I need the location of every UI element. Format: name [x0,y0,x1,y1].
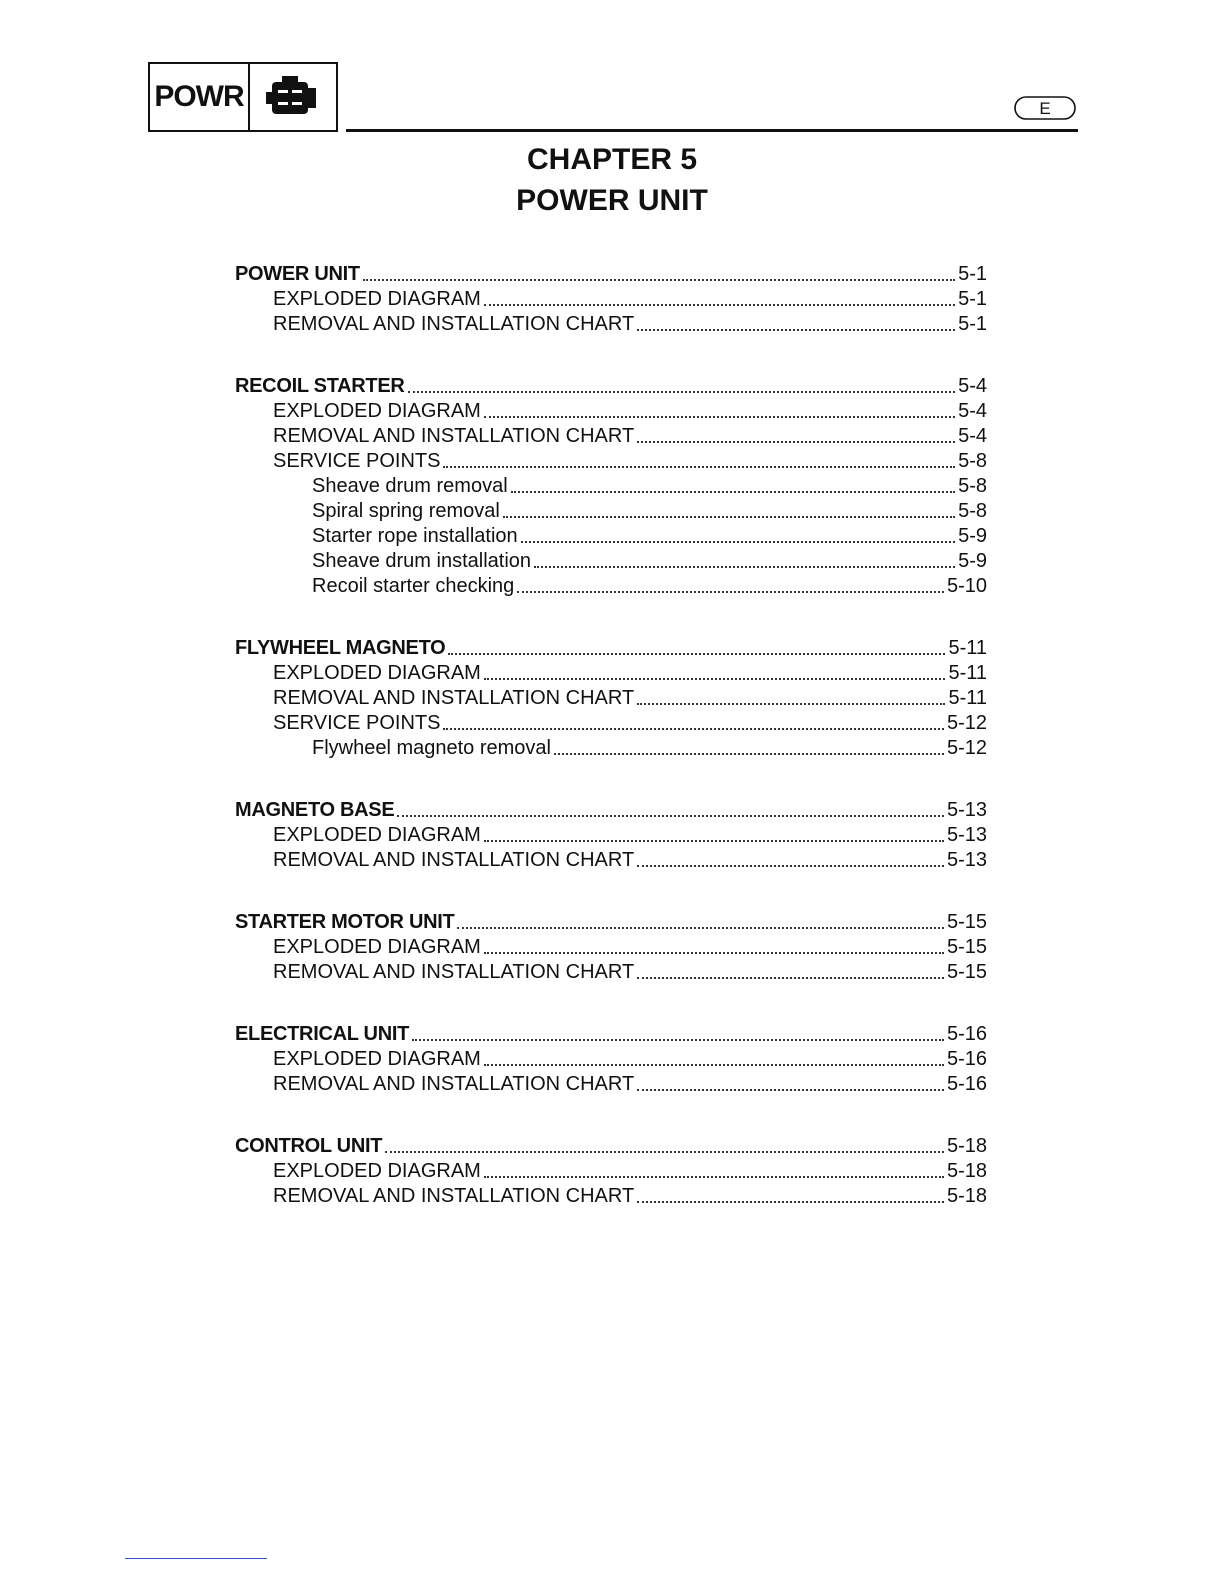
toc-entry[interactable] [235,661,987,686]
toc-entry[interactable] [235,424,987,449]
toc-page-number: 5-8 [958,450,987,472]
dot-leader [484,304,955,306]
dot-leader [511,491,955,493]
dot-leader [385,1151,944,1153]
toc-entry-label: EXPLODED DIAGRAM [273,288,481,310]
dot-leader [637,329,955,331]
footer-line [125,1558,267,1559]
toc-page-number: 5-16 [946,1023,987,1045]
toc-entry-label: REMOVAL AND INSTALLATION CHART [273,1073,635,1095]
toc-entry-label: Spiral spring removal [312,500,500,522]
toc-entry-label: REMOVAL AND INSTALLATION CHART [273,313,635,335]
toc-section-heading[interactable] [235,910,987,935]
toc-entry[interactable] [235,823,987,848]
dot-leader [484,1176,944,1178]
toc-section-heading[interactable] [235,1022,987,1047]
toc-entry-label: SERVICE POINTS [273,450,441,472]
toc-entry-label: REMOVAL AND INSTALLATION CHART [273,687,635,709]
toc-entry[interactable] [235,287,987,312]
toc-entry[interactable] [235,312,987,337]
dot-leader [457,927,944,929]
toc-page-number: 5-1 [958,288,987,310]
dot-leader [448,653,945,655]
language-badge-icon [1014,96,1076,120]
toc-entry-label: ELECTRICAL UNIT [235,1023,410,1045]
toc-entry[interactable] [235,1072,987,1097]
toc-page-number: 5-16 [946,1048,987,1070]
toc-entry-label: EXPLODED DIAGRAM [273,824,481,846]
dot-leader [408,391,956,393]
dot-leader [637,441,955,443]
engine-icon [250,64,336,130]
toc-entry[interactable] [235,574,987,599]
toc-page-number: 5-11 [948,662,987,684]
toc-page-number: 5-18 [946,1160,987,1182]
toc-entry-label: REMOVAL AND INSTALLATION CHART [273,425,635,447]
dot-leader [484,840,944,842]
toc-section-heading[interactable] [235,798,987,823]
toc-page-number: 5-11 [948,637,987,659]
toc-page-number: 5-13 [946,849,987,871]
toc-entry-label: EXPLODED DIAGRAM [273,1160,481,1182]
toc-section [235,1022,987,1097]
toc-entry[interactable] [235,474,987,499]
toc-page-number: 5-8 [958,500,987,522]
toc-entry-label: REMOVAL AND INSTALLATION CHART [273,961,635,983]
dot-leader [637,1089,944,1091]
toc-section [235,262,987,337]
toc-entry[interactable] [235,736,987,761]
dot-leader [484,416,955,418]
toc-page-number: 5-9 [958,550,987,572]
header-rule [346,129,1078,132]
toc-entry[interactable] [235,1047,987,1072]
chapter-tab [148,62,338,132]
toc-entry-label: SERVICE POINTS [273,712,441,734]
toc-entry[interactable] [235,524,987,549]
toc-section-heading[interactable] [235,374,987,399]
dot-leader [637,703,945,705]
table-of-contents [235,262,987,1246]
dot-leader [637,1201,944,1203]
toc-page-number: 5-4 [958,425,987,447]
toc-entry-label: Sheave drum removal [312,475,508,497]
toc-section-heading[interactable] [235,636,987,661]
toc-page-number: 5-1 [958,263,987,285]
toc-section [235,374,987,599]
toc-page-number: 5-12 [946,737,987,759]
toc-section-heading[interactable] [235,262,987,287]
toc-entry[interactable] [235,935,987,960]
toc-entry-label: MAGNETO BASE [235,799,395,821]
dot-leader [484,678,946,680]
toc-entry-label: REMOVAL AND INSTALLATION CHART [273,1185,635,1207]
toc-entry-label: Starter rope installation [312,525,518,547]
toc-entry-label: STARTER MOTOR UNIT [235,911,455,933]
toc-page-number: 5-4 [958,375,987,397]
toc-entry[interactable] [235,960,987,985]
toc-entry-label: Flywheel magneto removal [312,737,551,759]
toc-entry[interactable] [235,711,987,736]
dot-leader [484,1064,944,1066]
toc-entry[interactable] [235,449,987,474]
toc-entry[interactable] [235,686,987,711]
dot-leader [637,865,944,867]
toc-entry[interactable] [235,1184,987,1209]
toc-page-number: 5-12 [946,712,987,734]
toc-entry[interactable] [235,1159,987,1184]
toc-entry-label: CONTROL UNIT [235,1135,383,1157]
dot-leader [637,977,944,979]
toc-section [235,1134,987,1209]
toc-entry-label: Recoil starter checking [312,575,515,597]
toc-page-number: 5-9 [958,525,987,547]
toc-page-number: 5-10 [946,575,987,597]
toc-page-number: 5-15 [946,961,987,983]
dot-leader [534,566,955,568]
toc-entry-label: RECOIL STARTER [235,375,405,397]
dot-leader [521,541,955,543]
toc-page-number: 5-1 [958,313,987,335]
chapter-title: POWER UNIT [516,184,708,217]
dot-leader [363,279,955,281]
toc-entry[interactable] [235,399,987,424]
toc-page-number: 5-15 [946,936,987,958]
dot-leader [443,466,955,468]
toc-page-number: 5-18 [946,1135,987,1157]
dot-leader [397,815,944,817]
chapter-number: CHAPTER 5 [526,143,698,176]
toc-section [235,636,987,761]
dot-leader [517,591,944,593]
toc-entry-label: REMOVAL AND INSTALLATION CHART [273,849,635,871]
toc-entry-label: Sheave drum installation [312,550,532,572]
toc-section [235,798,987,873]
toc-entry[interactable] [235,848,987,873]
toc-page-number: 5-18 [946,1185,987,1207]
toc-page-number: 5-4 [958,400,987,422]
toc-entry-label: EXPLODED DIAGRAM [273,936,481,958]
toc-entry-label: FLYWHEEL MAGNETO [235,637,446,659]
toc-entry-label: POWER UNIT [235,263,360,285]
toc-section-heading[interactable] [235,1134,987,1159]
dot-leader [484,952,944,954]
dot-leader [443,728,944,730]
toc-entry[interactable] [235,549,987,574]
toc-page-number: 5-8 [958,475,987,497]
toc-entry[interactable] [235,499,987,524]
toc-section [235,910,987,985]
dot-leader [503,516,955,518]
chapter-tab-label: POWR [150,64,250,130]
toc-page-number: 5-15 [946,911,987,933]
toc-page-number: 5-16 [946,1073,987,1095]
dot-leader [554,753,944,755]
toc-page-number: 5-11 [948,687,987,709]
toc-entry-label: EXPLODED DIAGRAM [273,400,481,422]
dot-leader [412,1039,944,1041]
language-badge-text: E [1039,99,1051,118]
toc-page-number: 5-13 [946,824,987,846]
toc-entry-label: EXPLODED DIAGRAM [273,662,481,684]
toc-page-number: 5-13 [946,799,987,821]
toc-entry-label: EXPLODED DIAGRAM [273,1048,481,1070]
